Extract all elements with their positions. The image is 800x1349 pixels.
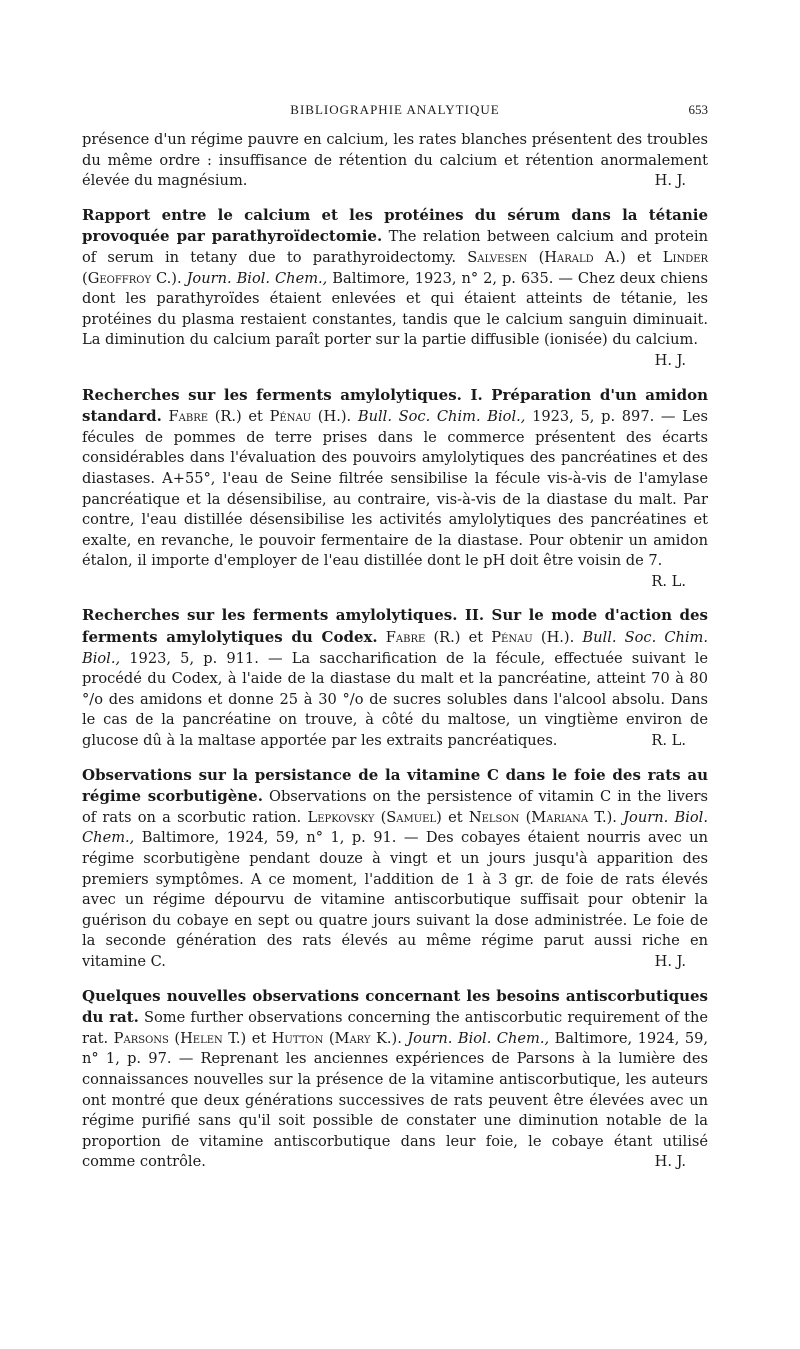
journal-name: Bull. Soc. Chim. Biol., xyxy=(357,408,526,426)
author-conjunction: et xyxy=(468,629,484,647)
author-conjunction: et xyxy=(251,1029,267,1047)
citation: Baltimore, 1923, n° 2, p. 635. xyxy=(332,269,554,287)
page-header xyxy=(82,102,708,122)
entry-title: Quelques nouvelles observations concernant les besoins antiscorbutiques du rat. xyxy=(82,986,708,1027)
intro-continuation xyxy=(82,130,708,192)
author-name: Parsons xyxy=(113,1029,169,1047)
entry-title: Recherches sur les ferments amylolytiques. II. Sur le mode d'action des ferments amylolytiques du Codex. xyxy=(82,606,708,647)
running-title: BIBLIOGRAPHIE ANALYTIQUE xyxy=(290,102,500,117)
abstract: — Reprenant les anciennes expériences de Parsons à la lumière des connaissances nouvelles sur la présence de la vitamine antiscorbutique, les auteurs ont montré que deux générations successives de rats peuvent être élevées avec un régime purifié sans qu'il soit possible de constater une diminution notable de la proportion de vitamine antiscorbutique dans leur foie, le cobaye étant utilisé comme contrôle. xyxy=(82,1050,709,1171)
abstract: — Des cobayes étaient nourris avec un régime scorbutigène pendant douze à vingt et un jours jusqu'à apparition des premiers symptômes. A ce moment, l'addition de 1 à 3 gr. de foie de rats élevés avec un régime dépourvu de vitamine antiscorbutique suffisait pour obtenir la guérison du cobaye en sept ou quatre jours suivant la dose administrée. Le foie de la seconde génération des rats élevés au même régime parut aussi riche en vitamine C. xyxy=(82,829,709,970)
bibliography-entry: Observations sur la persistance de la vitamine C dans le foie des rats au régime scorbutigène. Observations on the persistence of vitamin C in the livers of rats on a scorbutic ration. Lepkovsky (Samuel) et Nelson (Mariana T.). Journ. Biol. Chem., Baltimore, 1924, 59, n° 1, p. 91. — Des cobayes étaient nourris avec un régime scorbutigène pendant douze à vingt et un jours jusqu'à apparition des premiers symptômes. A ce moment, l'addition de 1 à 3 gr. de foie de rats élevés avec un régime dépourvu de vitamine antiscorbutique suffisait pour obtenir la guérison du cobaye en sept ou quatre jours suivant la dose administrée. Le foie de la seconde génération des rats élevés au même régime parut aussi riche en vitamine C. H. J. xyxy=(82,765,708,973)
author-name: Fabre xyxy=(168,408,209,426)
page-number: 653 xyxy=(688,102,708,117)
abstract: — Chez deux chiens dont les parathyroïdes étaient enlevées et qui étaient atteints de tétanie, les protéines du plasma restaient constantes, tandis que le calcium sanguin diminuait. La diminution du calcium paraît porter sur la partie diffusible (ionisée) du calcium. xyxy=(82,269,709,349)
entry-title: Recherches sur les ferments amylolytiques. I. Préparation d'un amidon standard. xyxy=(82,385,708,426)
bibliography-entry xyxy=(82,385,708,593)
author-name: Nelson xyxy=(468,808,520,826)
journal-name: Journ. Biol. Chem., xyxy=(186,269,328,287)
author-given-name: (R.) xyxy=(214,408,242,426)
original-title: Some further observations concerning the antiscorbutic requirement of the rat xyxy=(82,1009,709,1047)
author-given-name: (Mary K.). xyxy=(328,1029,402,1047)
intro-signature: H. J. xyxy=(654,172,686,190)
author-given-name: (H.). xyxy=(317,408,352,426)
reviewer-signature: R. L. xyxy=(651,572,686,590)
author-name: Fabre xyxy=(385,629,426,647)
citation: Baltimore, 1924, 59, n° 1, p. 97. xyxy=(82,1029,709,1068)
journal-name: Bull. Soc. Chim. Biol., xyxy=(82,629,709,667)
author-given-name: (Samuel) xyxy=(380,808,442,826)
citation: 1923, 5, p. 911. xyxy=(129,649,259,667)
citation: 1923, 5, p. 897. xyxy=(532,408,655,426)
citation: Baltimore, 1924, 59, n° 1, p. 91. xyxy=(141,829,397,847)
abstract: — La saccharification de la fécule, effectuée suivant le procédé du Codex, à l'aide de la diastase du malt et la pancréatine, atteint 70 à 80 °/o des amidons et donne 25 à 30 °/o de sucres solubles dans l'alcool absolu. Dans le cas de la pancréatine on trouve, à côté du maltose, un vingtième environ de glucose dû à la maltase apportée par les extraits pancréatiques. xyxy=(82,649,708,750)
reviewer-signature: H. J. xyxy=(654,351,686,369)
author-name: Pénau xyxy=(491,629,533,647)
bibliography-entry: Rapport entre le calcium et les protéines du sérum dans la tétanie provoquée par parathyroïdectomie. The relation between calcium and protein of serum in tetany due to parathyroidectomy. Salvesen (Harald A.) et Linder (Geoffroy C.). Journ. Biol. Chem., Baltimore, 1923, n° 2, p. 635. — Chez deux chiens dont les parathyroïdes étaient enlevées et qui étaient atteints de tétanie, les protéines du plasma restaient constantes, tandis que le calcium sanguin diminuait. La diminution du calcium paraît porter sur la partie diffusible (ionisée) du calcium. H. J. xyxy=(82,205,708,372)
journal-name: Journ. Biol. Chem., xyxy=(407,1029,550,1047)
author-conjunction: et xyxy=(248,408,263,426)
bibliography-entry: Quelques nouvelles observations concernant les besoins antiscorbutiques du rat. Some further observations concerning the antiscorbutic requirement of the rat. Parsons (Helen T.) et Hutton (Mary K.). Journ. Biol. Chem., Baltimore, 1924, 59, n° 1, p. 97. — Reprenant les anciennes expériences de Parsons à la lumière des connaissances nouvelles sur la présence de la vitamine antiscorbutique, les auteurs ont montré que deux générations successives de rats peuvent être élevées avec un régime purifié sans qu'il soit possible de constater une diminution notable de la proportion de vitamine antiscorbutique dans leur foie, le cobaye étant utilisé comme contrôle. H. J. xyxy=(82,986,708,1173)
reviewer-signature: H. J. xyxy=(654,952,686,970)
author-given-name: (H.). xyxy=(540,629,575,647)
author-name: Linder xyxy=(662,248,709,266)
abstract: — Les fécules de pommes de terre prises dans le commerce présentent des écarts considérables dans l'évaluation des pouvoirs amylolytiques des pancréatines et des diastases. A+55°, l'eau de Seine filtrée sensibilise la fécule vis-à-vis de l'amylase pancréatique et la désensibilise, au contraire, vis-à-vis de la diastase du malt. Par contre, l'eau distillée désensibilise les activités amylolytiques des pancréatines et exalte, en revanche, le pouvoir fermentaire de la diastase. Pour obtenir un amidon étalon, il importe d'employer de l'eau distillée dont le pH doit être voisin de 7. xyxy=(82,408,708,570)
author-conjunction: et xyxy=(637,248,652,266)
author-name: Hutton xyxy=(271,1029,324,1047)
intro-text: présence d'un régime pauvre en calcium, les rates blanches présentent des troubles du même ordre : insuffisance de rétention du calcium et rétention anormalement élevée du magnésium. xyxy=(82,131,708,190)
entry-title: Rapport entre le calcium et les protéines du sérum dans la tétanie provoquée par parathyroïdectomie. xyxy=(82,205,708,246)
bibliography-entry xyxy=(82,605,708,751)
author-conjunction: et xyxy=(448,808,463,826)
original-title: The relation between calcium and protein of serum in tetany due to parathyroidectomy xyxy=(82,228,708,266)
author-name: Salvesen xyxy=(467,248,528,266)
author-given-name: (Harald A.) xyxy=(538,248,626,266)
page-body xyxy=(82,130,708,1186)
reviewer-signature: R. L. xyxy=(651,732,686,750)
journal-name: Journ. Biol. Chem., xyxy=(82,808,708,847)
author-given-name: (Helen T.) xyxy=(174,1029,247,1047)
author-name: Pénau xyxy=(269,408,312,426)
author-name: Lepkovsky xyxy=(307,808,375,826)
original-title: Observations on the persistence of vitamin C in the livers of rats on a scorbutic ration xyxy=(82,788,709,826)
entry-title: Observations sur la persistance de la vitamine C dans le foie des rats au régime scorbutigène. xyxy=(82,765,708,806)
reviewer-signature: H. J. xyxy=(654,1153,686,1171)
author-given-name: (Geoffroy C.). xyxy=(82,269,182,287)
author-given-name: (R.) xyxy=(433,629,461,647)
author-given-name: (Mariana T.). xyxy=(525,808,617,826)
